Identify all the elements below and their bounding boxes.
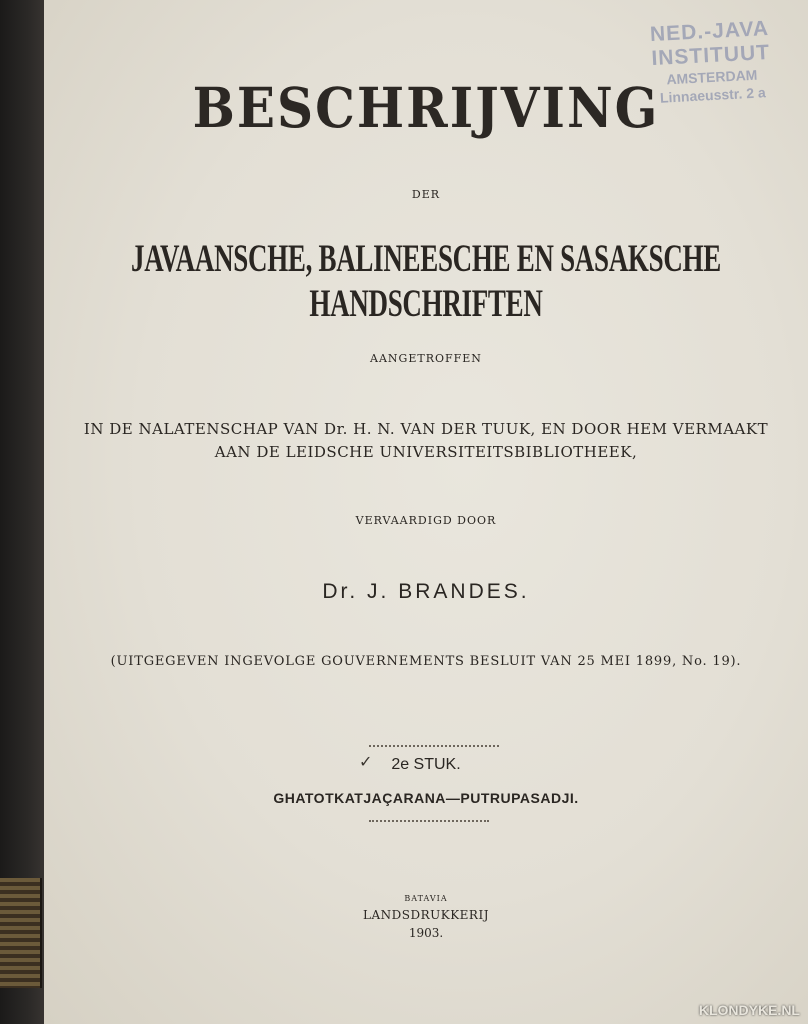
- stamp-line-4: Linnaeusstr. 2 a: [659, 84, 767, 106]
- stamp-line-3: AMSTERDAM: [666, 66, 758, 88]
- stamp-line-2: INSTITUUT: [650, 40, 771, 71]
- watermark: KLONDYKE.NL: [698, 1002, 800, 1018]
- subtitle: JAVAANSCHE, BALINEESCHE EN SASAKSCHE HANDSCHRIFTEN: [131, 236, 721, 325]
- book-spine: [0, 0, 48, 1024]
- vervaardigd-label: VERVAARDIGD DOOR: [355, 514, 497, 527]
- spine-label: [0, 878, 42, 988]
- der-label: DER: [411, 188, 441, 201]
- printer-name: LANDSDRUKKERIJ: [362, 908, 490, 922]
- aangetroffen-label: AANGETROFFEN: [370, 352, 482, 365]
- author-name: Dr. J. BRANDES.: [322, 580, 530, 603]
- page-title: BESCHRIJVING: [192, 75, 660, 140]
- divider-bottom: [369, 820, 489, 822]
- publication-note: (UITGEGEVEN INGEVOLGE GOUVERNEMENTS BESLUIT VAN 25 MEI 1899, No. 19).: [110, 654, 742, 669]
- divider-top: [369, 745, 499, 747]
- check-mark: ✓: [359, 752, 373, 771]
- place-of-publication: BATAVIA: [404, 894, 448, 903]
- contents-title: GHATOTKATJAÇARANA—PUTRUPASADJI.: [273, 790, 579, 806]
- provenance-line-2: AAN DE LEIDSCHE UNIVERSITEITSBIBLIOTHEEK,: [214, 443, 638, 461]
- provenance-line-1: IN DE NALATENSCHAP VAN Dr. H. N. VAN DER TUUK, EN DOOR HEM VERMAAKT: [83, 420, 769, 438]
- title-page: [44, 0, 808, 1024]
- part-label: 2e STUK.: [391, 756, 461, 773]
- stamp-line-1: NED.-JAVA: [649, 16, 770, 47]
- publication-year: 1903.: [408, 926, 444, 940]
